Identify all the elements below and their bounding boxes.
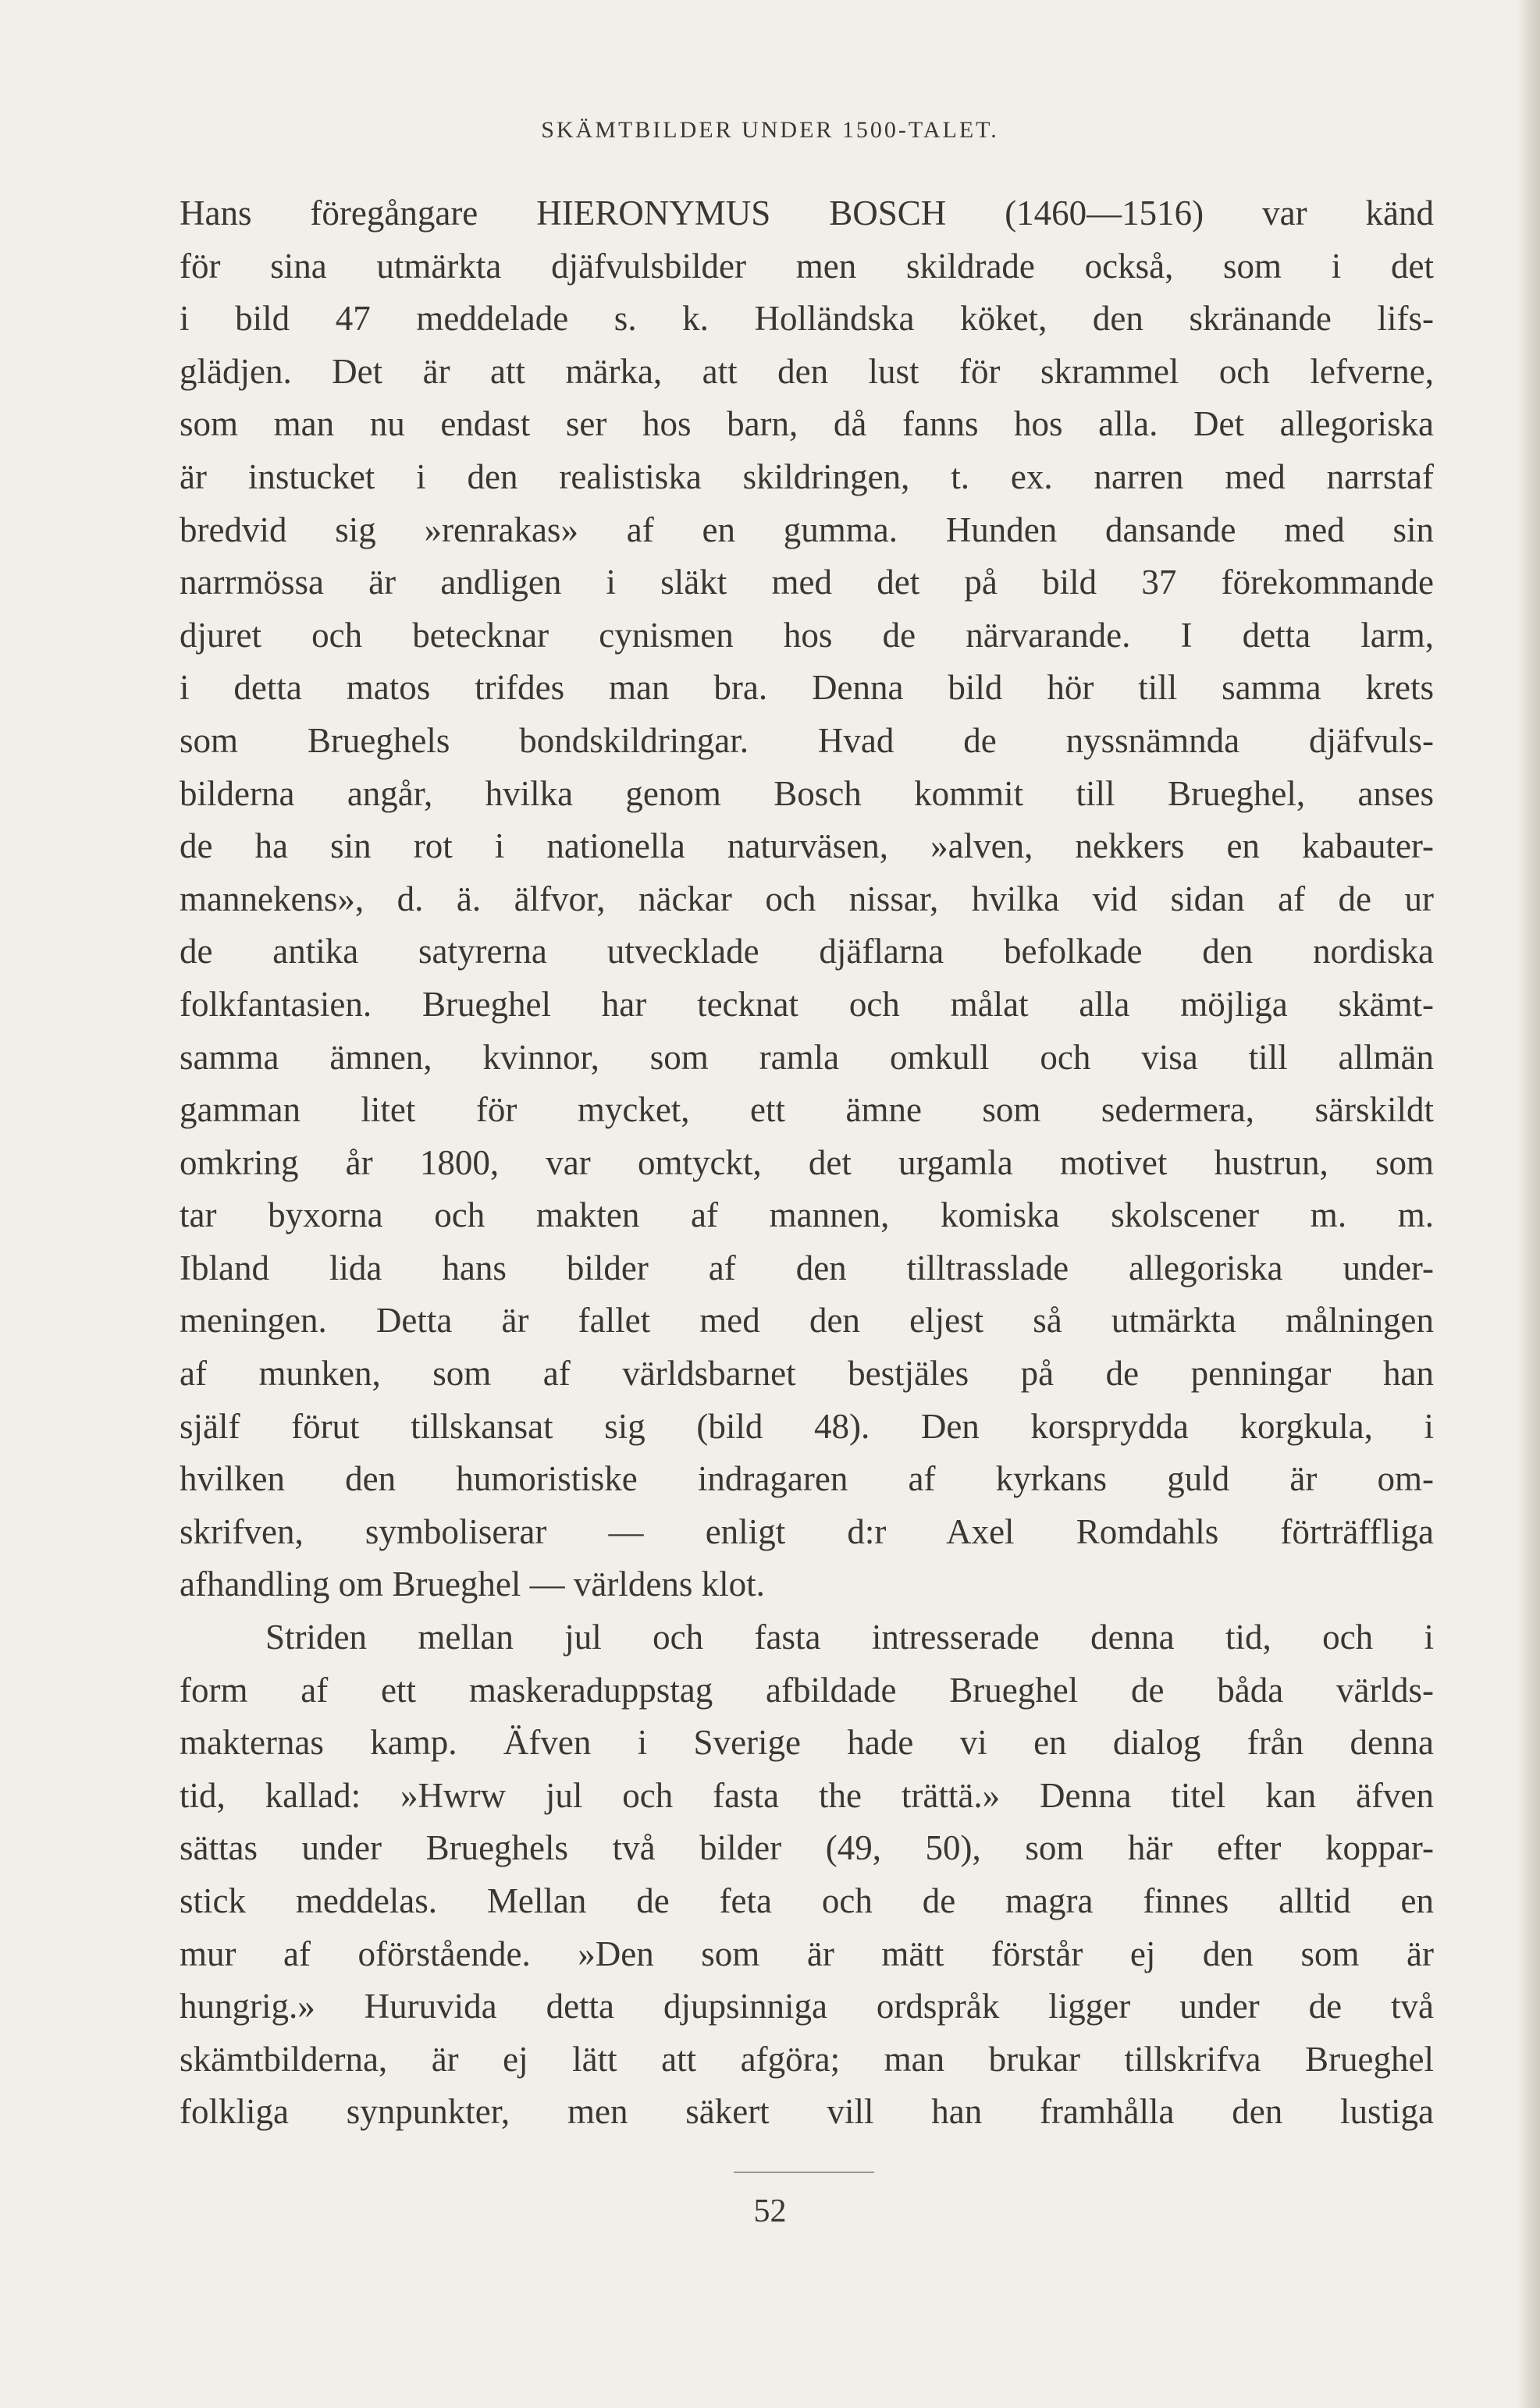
paragraph <box>180 1611 1434 2139</box>
text-line: bredvid sig »renrakas» af en gumma. Hunden dansande med sin <box>180 510 1434 549</box>
body-text <box>180 187 1434 2139</box>
text-line: af munken, som af världsbarnet bestjäles på de penningar han <box>180 1354 1434 1394</box>
text-line: mannekens», d. ä. älfvor, näckar och nissar, hvilka vid sidan af de ur <box>180 879 1434 918</box>
text-line: folkliga synpunkter, men säkert vill han framhålla den lustiga <box>180 2092 1434 2132</box>
text-line: omkring år 1800, var omtyckt, det urgamla motivet hustrun, som <box>180 1142 1434 1182</box>
text-line: meningen. Detta är fallet med den eljest så utmärkta målningen <box>180 1301 1434 1341</box>
text-line: som man nu endast ser hos barn, då fanns hos alla. Det allegoriska <box>180 404 1434 444</box>
text-line: form af ett maskeraduppstag afbildade Brueghel de båda världs- <box>180 1670 1434 1710</box>
text-line: skämtbilderna, är ej lätt att afgöra; man brukar tillskrifva Brueghel <box>180 2039 1434 2079</box>
text-line: samma ämnen, kvinnor, som ramla omkull och visa till allmän <box>180 1037 1434 1077</box>
text-line: som Brueghels bondskildringar. Hvad de nyssnämnda djäfvuls- <box>180 720 1434 760</box>
text-line: i bild 47 meddelade s. k. Holländska köket, den skränande lifs- <box>180 299 1434 339</box>
text-line: bilderna angår, hvilka genom Bosch kommit till Brueghel, anses <box>180 773 1434 813</box>
text-line: glädjen. Det är att märka, att den lust för skrammel och lefverne, <box>180 351 1434 391</box>
text-line: Striden mellan jul och fasta intresserade denna tid, och i <box>265 1618 1434 1657</box>
text-line: mur af oförstående. »Den som är mätt förstår ej den som är <box>180 1934 1434 1973</box>
text-line: folkfantasien. Brueghel har tecknat och målat alla möjliga skämt- <box>180 984 1434 1024</box>
text-line: stick meddelas. Mellan de feta och de magra finnes alltid en <box>180 1881 1434 1920</box>
page-number: 52 <box>753 2193 787 2229</box>
running-head: SKÄMTBILDER UNDER 1500-TALET. <box>541 117 999 143</box>
text-line: tar byxorna och makten af mannen, komiska skolscener m. m. <box>180 1195 1434 1235</box>
text-line: de ha sin rot i nationella naturväsen, »alven, nekkers en kabauter- <box>180 826 1434 866</box>
text-line: för sina utmärkta djäfvulsbilder men skildrade också, som i det <box>180 246 1434 286</box>
text-line: makternas kamp. Äfven i Sverige hade vi en dialog från denna <box>180 1723 1434 1763</box>
text-line: hvilken den humoristiske indragaren af kyrkans guld är om- <box>180 1459 1434 1499</box>
text-line: gamman litet för mycket, ett ämne som sedermera, särskildt <box>180 1090 1434 1130</box>
text-line: djuret och betecknar cynismen hos de närvarande. I detta larm, <box>180 615 1434 655</box>
page-edge-shadow <box>1517 0 1540 2408</box>
text-line: hungrig.» Huruvida detta djupsinniga ordspråk ligger under de två <box>180 1987 1434 2026</box>
text-line: är instucket i den realistiska skildringen, t. ex. narren med narrstaf <box>180 456 1434 496</box>
text-line: Hans föregångare HIERONYMUS BOSCH (1460—1516) var känd <box>180 194 1434 233</box>
text-line: Ibland lida hans bilder af den tilltrasslade allegoriska under- <box>180 1248 1434 1287</box>
paragraph <box>180 187 1434 1611</box>
text-line: narrmössa är andligen i släkt med det på bild 37 förekommande <box>180 563 1434 602</box>
text-line: själf förut tillskansat sig (bild 48). Den korsprydda korgkula, i <box>180 1406 1434 1446</box>
text-line: i detta matos trifdes man bra. Denna bild hör till samma krets <box>180 668 1434 708</box>
text-line: tid, kallad: »Hwrw jul och fasta the trättä.» Denna titel kan äfven <box>180 1775 1434 1815</box>
text-line: afhandling om Brueghel — världens klot. <box>180 1564 765 1604</box>
text-line: de antika satyrerna utvecklade djäflarna befolkade den nordiska <box>180 932 1434 971</box>
text-line: skrifven, symboliserar — enligt d:r Axel Romdahls förträffliga <box>180 1511 1434 1551</box>
text-line: sättas under Brueghels två bilder (49, 50), som här efter koppar- <box>180 1828 1434 1868</box>
footer-rule <box>734 2172 874 2173</box>
